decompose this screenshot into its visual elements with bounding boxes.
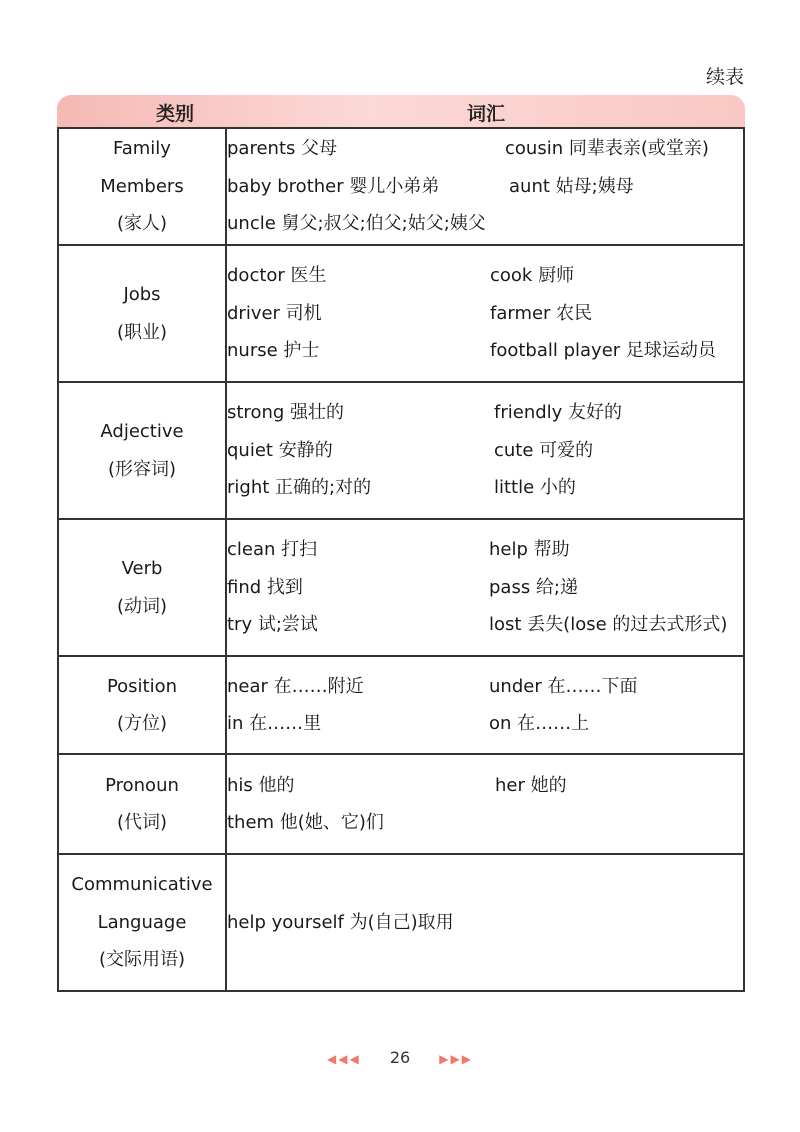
table-row xyxy=(58,519,744,656)
word-line xyxy=(227,332,743,370)
category-line: Communicative xyxy=(71,874,213,896)
words-cell xyxy=(226,656,744,754)
prev-arrows-icon: ◀◀◀ xyxy=(327,1052,361,1066)
category-line: (职业) xyxy=(116,321,168,343)
word-entry: on 在……上 xyxy=(489,713,590,734)
word-line xyxy=(227,904,743,942)
category-cell xyxy=(58,854,226,991)
category-line: (家人) xyxy=(116,213,168,235)
word-line xyxy=(227,394,743,432)
word-entry: parents 父母 xyxy=(227,138,338,160)
table-row xyxy=(58,854,744,991)
word-line xyxy=(227,804,743,842)
category-line: Adjective xyxy=(100,421,184,442)
words-cell xyxy=(226,245,744,382)
word-entry: try 试;尝试 xyxy=(227,614,318,636)
category-line: Members xyxy=(100,175,184,197)
category-line: (代词) xyxy=(116,812,168,833)
word-line xyxy=(227,257,743,295)
category-cell xyxy=(58,519,226,656)
category-line: (方位) xyxy=(116,713,168,734)
category-line: Jobs xyxy=(123,284,161,305)
category-line: Position xyxy=(106,675,178,697)
word-entry: in 在……里 xyxy=(227,713,322,734)
word-entry: her 她的 xyxy=(495,774,567,796)
word-entry: his 他的 xyxy=(227,774,295,796)
category-cell xyxy=(58,128,226,245)
category-cell xyxy=(58,245,226,382)
word-line xyxy=(227,432,743,470)
word-entry: near 在……附近 xyxy=(227,675,364,697)
next-arrows-icon: ▶▶▶ xyxy=(439,1052,473,1066)
table-row xyxy=(58,656,744,754)
category-line: (形容词) xyxy=(107,458,177,480)
words-cell xyxy=(226,519,744,656)
word-entry: friendly 友好的 xyxy=(494,402,623,424)
words-cell xyxy=(226,382,744,519)
word-entry: help 帮助 xyxy=(489,539,570,561)
words-cell xyxy=(226,128,744,245)
word-entry: lost 丢失(lose 的过去式形式) xyxy=(489,614,728,636)
word-entry: uncle 舅父;叔父;伯父;姑父;姨父 xyxy=(227,213,486,235)
word-line xyxy=(227,168,743,206)
word-entry: clean 打扫 xyxy=(227,539,318,561)
header-vocabulary: 词汇 xyxy=(467,103,506,125)
category-line: (交际用语) xyxy=(98,949,186,971)
word-entry: little 小的 xyxy=(494,477,576,499)
category-line: (动词) xyxy=(116,595,168,617)
word-line xyxy=(227,668,743,706)
category-cell xyxy=(58,754,226,854)
word-entry: find 找到 xyxy=(227,576,303,598)
category-cell xyxy=(58,656,226,754)
word-entry: them 他(她、它)们 xyxy=(227,812,384,833)
vocabulary-table xyxy=(57,127,745,992)
word-line xyxy=(227,705,743,743)
word-line xyxy=(227,569,743,607)
page-number: 26 xyxy=(389,1048,411,1067)
word-entry: cousin 同辈表亲(或堂亲) xyxy=(505,138,709,160)
word-entry: strong 强壮的 xyxy=(227,402,345,424)
table-row xyxy=(58,382,744,519)
word-entry: quiet 安静的 xyxy=(227,439,333,461)
word-entry: farmer 农民 xyxy=(490,302,593,324)
category-line: Verb xyxy=(121,558,163,579)
word-entry: under 在……下面 xyxy=(489,675,638,697)
word-entry: baby brother 婴儿小弟弟 xyxy=(227,175,440,197)
category-line: Pronoun xyxy=(105,774,179,796)
continued-label: 续表 xyxy=(705,66,744,88)
category-line: Language xyxy=(97,911,187,933)
table-header xyxy=(57,95,745,127)
word-line xyxy=(227,130,743,168)
table-row xyxy=(58,245,744,382)
table-row xyxy=(58,128,744,245)
word-entry: help yourself 为(自己)取用 xyxy=(227,911,454,933)
word-entry: driver 司机 xyxy=(227,302,322,324)
page-footer xyxy=(0,1048,800,1067)
word-entry: football player 足球运动员 xyxy=(490,340,716,362)
word-line xyxy=(227,205,743,243)
header-category: 类别 xyxy=(155,103,194,125)
word-entry: right 正确的;对的 xyxy=(227,477,372,499)
words-cell xyxy=(226,754,744,854)
word-entry: cook 厨师 xyxy=(490,265,575,287)
word-entry: doctor 医生 xyxy=(227,265,327,287)
word-line xyxy=(227,767,743,805)
category-cell xyxy=(58,382,226,519)
word-entry: pass 给;递 xyxy=(489,576,578,598)
words-cell xyxy=(226,854,744,991)
word-line xyxy=(227,606,743,644)
word-entry: nurse 护士 xyxy=(227,340,320,362)
word-line xyxy=(227,531,743,569)
word-line xyxy=(227,469,743,507)
table-row xyxy=(58,754,744,854)
word-line xyxy=(227,295,743,333)
category-line: Family xyxy=(113,138,171,160)
word-entry: aunt 姑母;姨母 xyxy=(509,175,634,197)
word-entry: cute 可爱的 xyxy=(494,439,594,461)
